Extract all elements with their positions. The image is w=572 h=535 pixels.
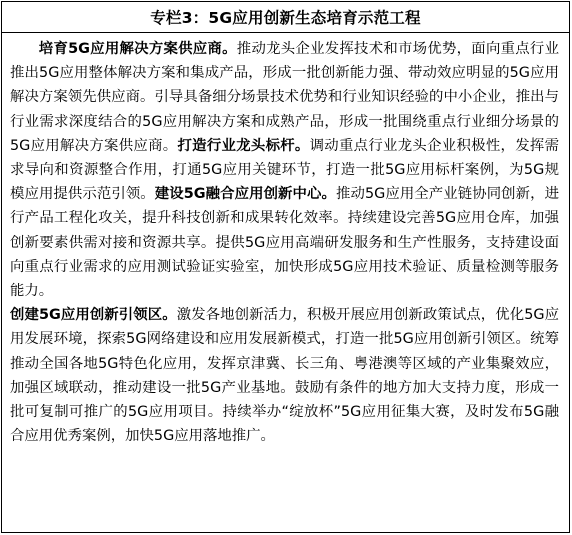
heading-industry-benchmarks: 打造行业龙头标杆。 (177, 137, 310, 154)
text-industry-benchmarks: 调动重点行业龙头企业积极性，发挥需求导向和资源整合作用，打通5G应用关键环节，打造一批5G应用标杆案例，为5G规模应用提供示范引领。 (10, 137, 559, 203)
column-body (2, 33, 569, 448)
heading-innovation-zone: 创建5G应用创新引领区。 (10, 307, 177, 324)
text-innovation-zone: 激发各地创新活力，积极开展应用创新政策试点，优化5G应用发展环境，探索5G网络建设和应用发展新模式，打造一批5G应用创新引领区。统筹推动全国各地5G特色化应用，发挥京津冀、长三角、粤港澳等区域的产业集聚效应，加强区域联动，推动建设一批5G产业基地。鼓励有条件的地方加大支持力度，形成一批可复制可推广的5G应用项目。持续举办“绽放杯”5G应用征集大赛，及时发布5G融合应用优秀案例，加快5G应用落地推广。 (10, 307, 560, 445)
heading-solution-providers: 培育5G应用解决方案供应商。 (38, 41, 237, 57)
paragraph (10, 37, 559, 303)
heading-innovation-center: 建设5G融合应用创新中心。 (154, 186, 336, 203)
text-innovation-center: 推动5G应用全产业链协同创新，进行产品工程化攻关，提升科技创新和成果转化效率。持续建设完善5G应用仓库，加强创新要素供需对接和资源共享。提供5G应用高端研发服务和生产性服务，支持建设面向重点行业需求的应用测试验证实验室，加快形成5G应用技术验证、质量检测等服务能力。 (10, 186, 559, 300)
text-solution-providers: 推动龙头企业发挥技术和市场优势，面向重点行业推出5G应用整体解决方案和集成产品，形成一批创新能力强、带动效应明显的5G应用解决方案领先供应商。引导具备细分场景技术优势和行业知识经验的中小企业，推出与行业需求深度结合的5G应用解决方案和成熟产品，形成一批围绕重点行业细分场景的5G应用解决方案供应商。 (10, 41, 559, 154)
column-title: 专栏3：5G应用创新生态培育示范工程 (2, 2, 569, 33)
column-box (1, 1, 570, 533)
paragraph (10, 303, 559, 448)
